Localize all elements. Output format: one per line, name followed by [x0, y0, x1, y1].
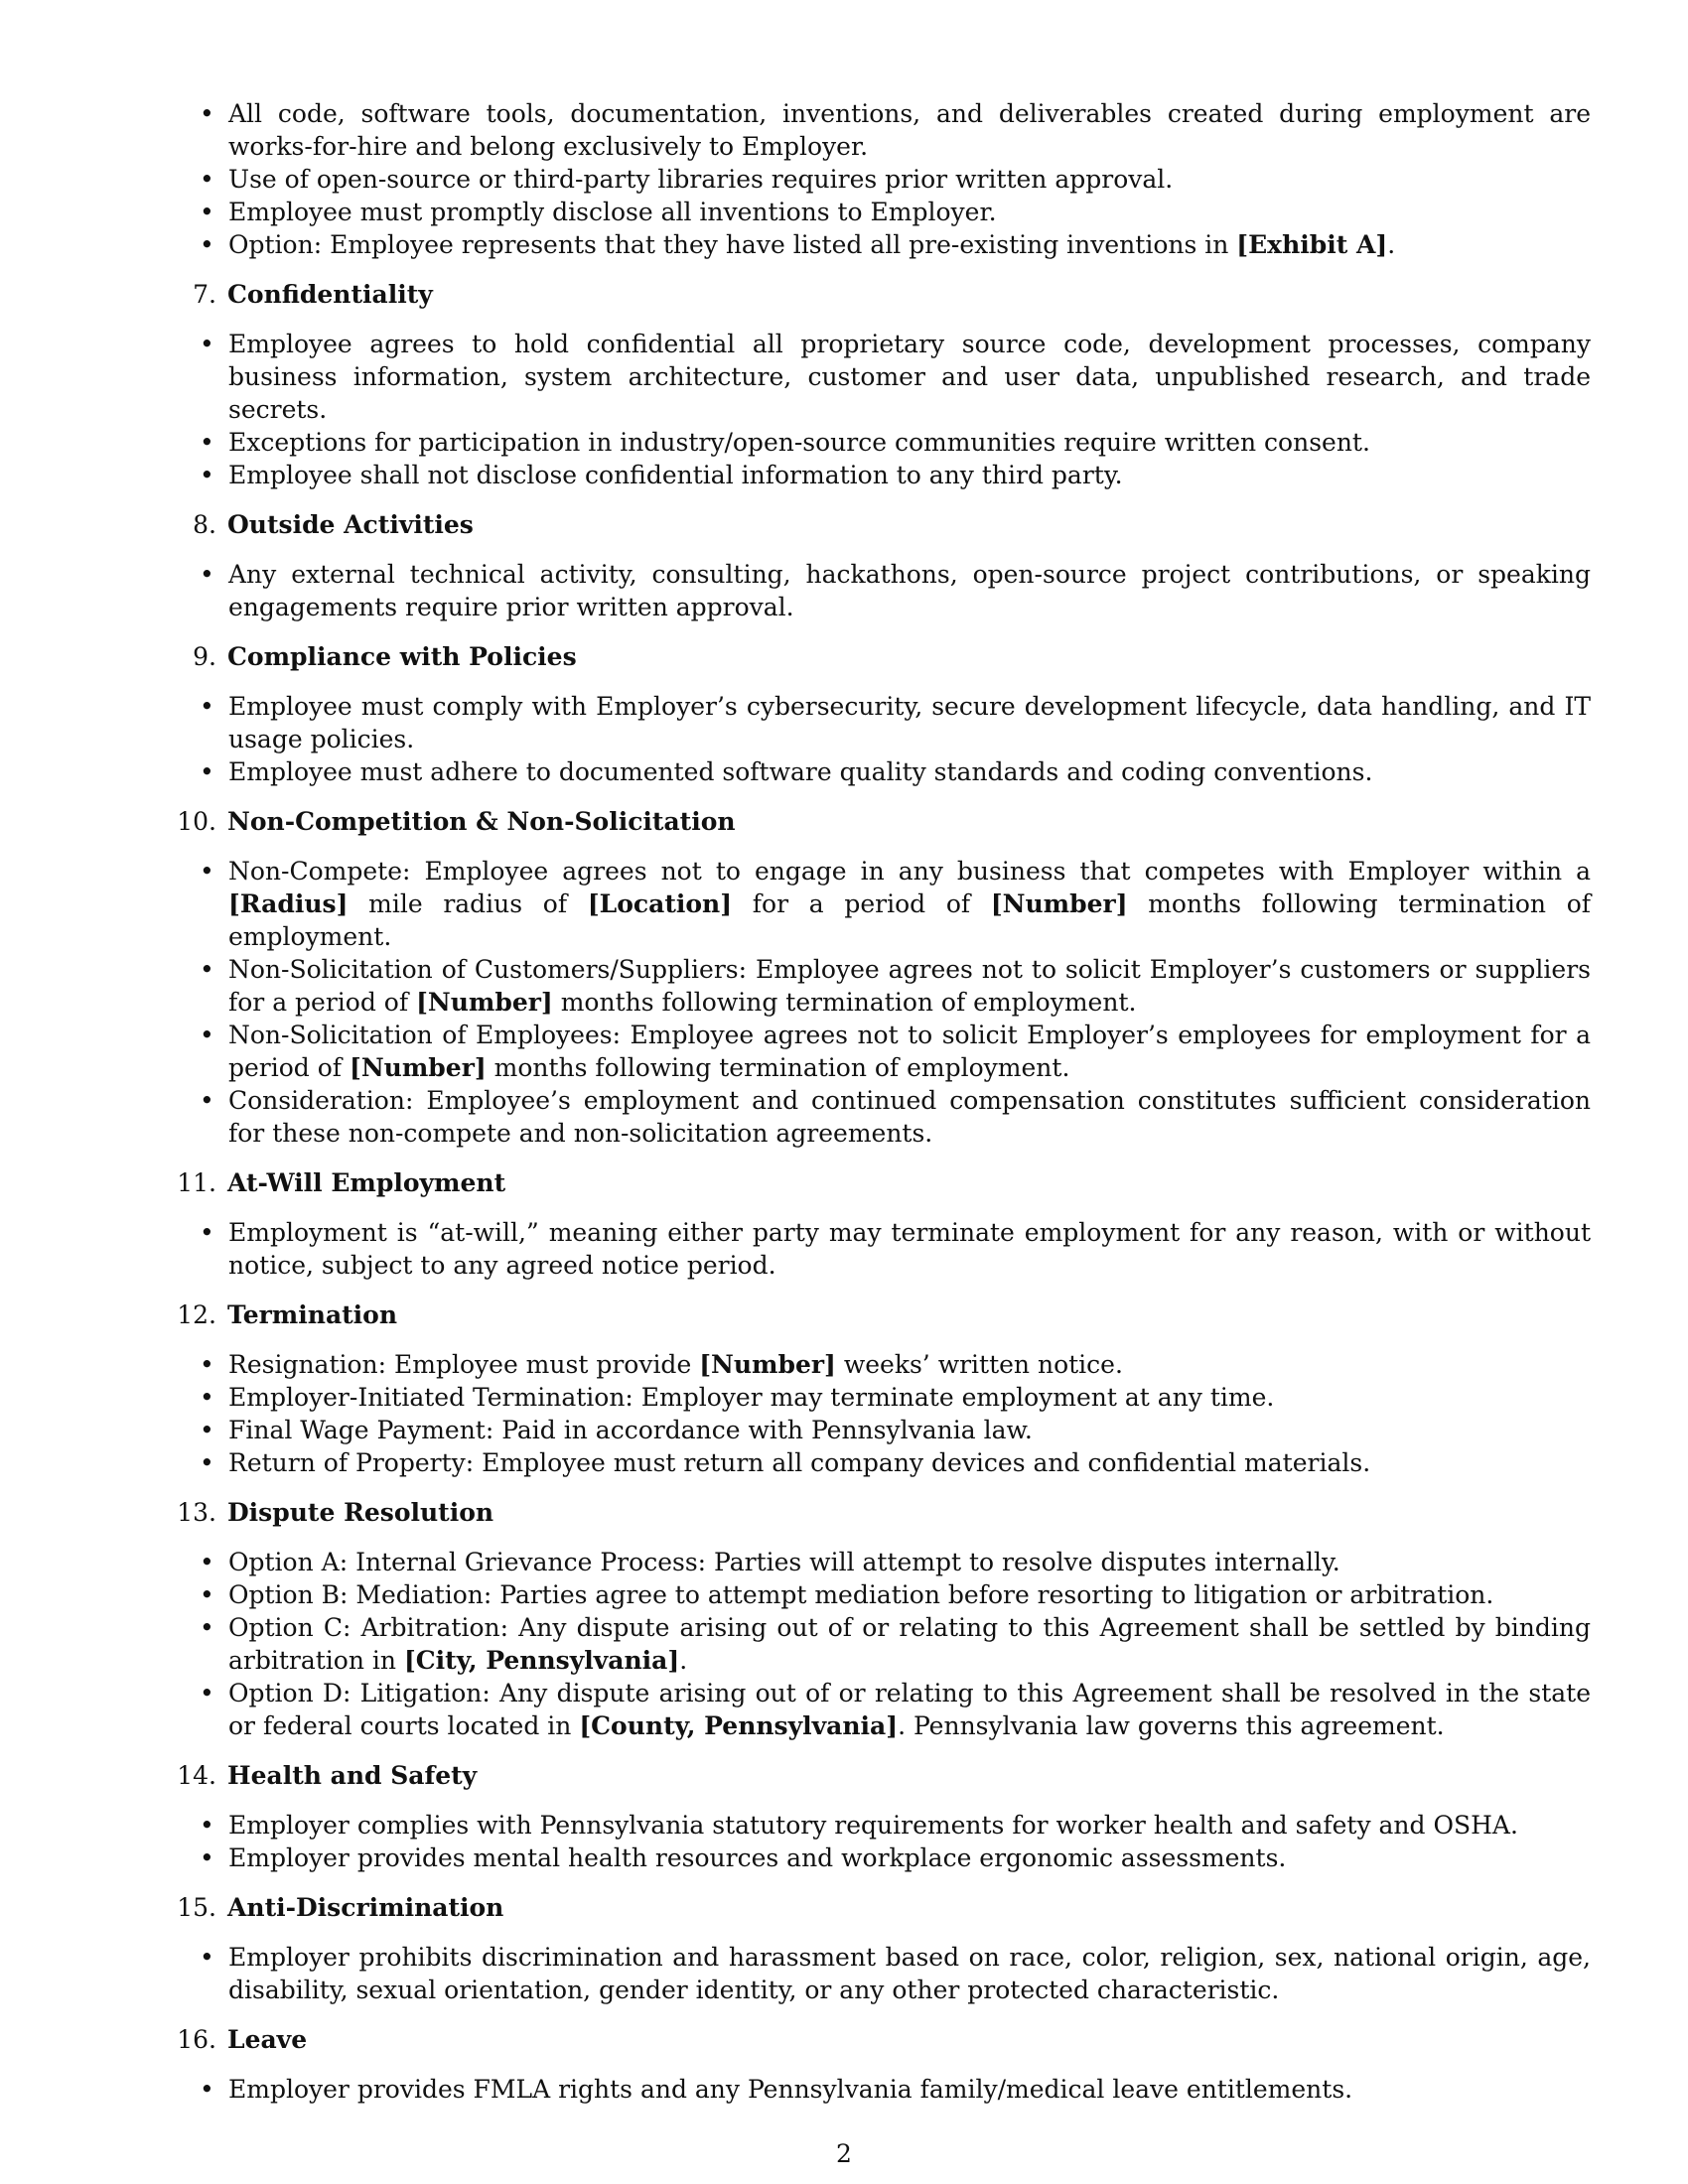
section [177, 1298, 1591, 1479]
bullet-item [228, 328, 1591, 426]
bullet-item [228, 1381, 1591, 1414]
section-heading [169, 1759, 1591, 1792]
bullet-item [228, 228, 1591, 261]
section-number: 12. [177, 1300, 216, 1329]
bullet-text: Option: Employee represents that they have listed all pre-existing inventions in [228, 230, 1237, 259]
section-bullet-list [228, 1216, 1591, 1282]
bullet-text: Return of Property: Employee must return all company devices and confidential materials. [228, 1448, 1371, 1477]
section-number: 15. [177, 1893, 216, 1922]
bullet-item [228, 690, 1591, 755]
bullet-text: Employee agrees to hold confidential all proprietary source code, development processes, company business information, system architecture, customer and user data, unpublished research, and trade secrets. [228, 330, 1591, 424]
bullet-item [228, 1414, 1591, 1446]
bullet-text: Non-Solicitation of Employees: Employee agrees not to solicit Employer’s employees for employment for a period of [228, 1021, 1591, 1082]
section-bullet-list [228, 1348, 1591, 1479]
section-heading [169, 640, 1591, 673]
bullet-text: Option B: Mediation: Parties agree to attempt mediation before resorting to litigation or arbitration. [228, 1580, 1494, 1609]
bullet-text: Employer provides FMLA rights and any Pennsylvania family/medical leave entitlements. [228, 2075, 1353, 2104]
section-title: Dispute Resolution [227, 1498, 494, 1527]
section-number: 8. [193, 510, 216, 539]
bullet-item [228, 1348, 1591, 1381]
section-number: 13. [177, 1498, 216, 1527]
section-bullet-list [228, 2073, 1591, 2106]
section [177, 1496, 1591, 1742]
bullet-text: All code, software tools, documentation, inventions, and deliverables created during employment are works-for-hire and belong exclusively to Employer. [228, 99, 1591, 161]
section [177, 1759, 1591, 1874]
section-bullet-list [228, 558, 1591, 623]
bullet-item [228, 755, 1591, 788]
bullet-text: Option D: Litigation: Any dispute arising out of or relating to this Agreement shall be resolved in the state or federal courts located in [228, 1679, 1591, 1740]
bullet-item [228, 953, 1591, 1019]
section-title: Termination [227, 1300, 398, 1329]
section-bullet-list [228, 1546, 1591, 1742]
bullet-item [228, 2073, 1591, 2106]
section [193, 508, 1591, 623]
bullet-text: for a period of [732, 889, 991, 918]
section [193, 278, 1591, 491]
placeholder-field: [Exhibit A] [1236, 230, 1388, 259]
bullet-item [228, 1216, 1591, 1282]
bullet-item [228, 1019, 1591, 1084]
section-number: 11. [177, 1168, 216, 1197]
bullet-item [228, 1809, 1591, 1842]
section-bullet-list [228, 855, 1591, 1150]
bullet-item [228, 1941, 1591, 2006]
section-heading [169, 1166, 1591, 1199]
section-bullet-list [228, 690, 1591, 788]
bullet-item [228, 558, 1591, 623]
bullet-item [228, 855, 1591, 953]
bullet-item [228, 1842, 1591, 1874]
bullet-text: Employment is “at-will,” meaning either party may terminate employment for any reason, with or without notice, subject to any agreed notice period. [228, 1218, 1591, 1280]
section-list [177, 278, 1592, 2106]
bullet-item [228, 426, 1591, 459]
bullet-item [228, 196, 1591, 228]
section-title: Compliance with Policies [227, 642, 577, 671]
section-number: 7. [193, 280, 216, 309]
bullet-item [228, 1446, 1591, 1479]
bullet-text: Employee must adhere to documented software quality standards and coding conventions. [228, 757, 1373, 786]
section-title: Anti-Discrimination [227, 1893, 504, 1922]
section-heading [169, 1496, 1591, 1529]
bullet-text: Employee must promptly disclose all inventions to Employer. [228, 198, 997, 226]
bullet-item [228, 1578, 1591, 1611]
bullet-item [228, 163, 1591, 196]
section-title: Outside Activities [227, 510, 474, 539]
bullet-text: . Pennsylvania law governs this agreement. [898, 1711, 1445, 1740]
bullet-text: Any external technical activity, consulting, hackathons, open-source project contributions, or speaking engagements require prior written approval. [228, 560, 1591, 621]
bullet-text: Use of open-source or third-party libraries requires prior written approval. [228, 165, 1174, 194]
bullet-text: Employer provides mental health resources and workplace ergonomic assessments. [228, 1843, 1287, 1872]
section-title: Confidentiality [227, 280, 433, 309]
bullet-text: Employer-Initiated Termination: Employer may terminate employment at any time. [228, 1383, 1275, 1412]
bullet-item [228, 1546, 1591, 1578]
section-number: 10. [177, 807, 216, 836]
bullet-text: Employee shall not disclose confidential information to any third party. [228, 461, 1123, 489]
bullet-item [228, 1084, 1591, 1150]
bullet-item [228, 97, 1591, 163]
bullet-text: months following termination of employment. [486, 1053, 1070, 1082]
section [177, 805, 1592, 1150]
intro-bullet-list [228, 97, 1591, 261]
section-number: 16. [177, 2025, 216, 2054]
bullet-text: Final Wage Payment: Paid in accordance with Pennsylvania law. [228, 1416, 1033, 1444]
placeholder-field: [Number] [416, 988, 553, 1017]
page-number: 2 [836, 2139, 852, 2168]
bullet-text: Option C: Arbitration: Any dispute arising out of or relating to this Agreement shall be settled by binding arbitration in [228, 1613, 1591, 1675]
placeholder-field: [County, Pennsylvania] [579, 1711, 899, 1740]
section-number: 9. [193, 642, 216, 671]
section-bullet-list [228, 328, 1591, 491]
section [177, 1891, 1591, 2006]
bullet-item [228, 459, 1591, 491]
bullet-item [228, 1677, 1591, 1742]
section-heading [169, 805, 1591, 838]
section [177, 2023, 1591, 2106]
placeholder-field: [Number] [699, 1350, 836, 1379]
placeholder-field: [City, Pennsylvania] [403, 1646, 680, 1675]
section-heading [169, 278, 1591, 311]
section-heading [169, 1298, 1591, 1331]
document-body [177, 97, 1592, 2106]
bullet-text: Non-Solicitation of Customers/Suppliers: Employee agrees not to solicit Employer’s customers or suppliers for a period of [228, 955, 1591, 1017]
section-bullet-list [228, 1809, 1591, 1874]
section-title: Leave [227, 2025, 308, 2054]
bullet-text: Resignation: Employee must provide [228, 1350, 700, 1379]
bullet-text: Employee must comply with Employer’s cybersecurity, secure development lifecycle, data handling, and IT usage policies. [228, 692, 1591, 753]
section-heading [169, 2023, 1591, 2056]
section [193, 640, 1591, 788]
section-title: Health and Safety [227, 1761, 478, 1790]
placeholder-field: [Radius] [228, 889, 349, 918]
bullet-text: mile radius of [348, 889, 588, 918]
bullet-text: Non-Compete: Employee agrees not to engage in any business that competes with Employer within a [228, 857, 1591, 886]
section-title: Non-Competition & Non-Solicitation [227, 807, 736, 836]
bullet-text: . [1387, 230, 1396, 259]
section [177, 1166, 1591, 1282]
bullet-text: weeks’ written notice. [835, 1350, 1123, 1379]
section-heading [169, 1891, 1591, 1924]
bullet-text: Employer complies with Pennsylvania statutory requirements for worker health and safety and OSHA. [228, 1811, 1518, 1840]
section-title: At-Will Employment [227, 1168, 506, 1197]
bullet-text: Consideration: Employee’s employment and continued compensation constitutes sufficient consideration for these non-compete and non-solicitation agreements. [228, 1086, 1591, 1148]
bullet-text: Employer prohibits discrimination and harassment based on race, color, religion, sex, national origin, age, disability, sexual orientation, gender identity, or any other protected characteristic. [228, 1943, 1591, 2004]
placeholder-field: [Location] [587, 889, 733, 918]
bullet-text: Exceptions for participation in industry/open-source communities require written consent. [228, 428, 1370, 457]
placeholder-field: [Number] [350, 1053, 487, 1082]
section-bullet-list [228, 1941, 1591, 2006]
bullet-text: months following termination of employment. [228, 889, 1592, 951]
bullet-item [228, 1611, 1591, 1677]
placeholder-field: [Number] [990, 889, 1128, 918]
bullet-text: months following termination of employment. [552, 988, 1137, 1017]
section-number: 14. [177, 1761, 216, 1790]
section-heading [169, 508, 1591, 541]
bullet-text: Option A: Internal Grievance Process: Parties will attempt to resolve disputes internally. [228, 1548, 1340, 1576]
bullet-text: . [679, 1646, 688, 1675]
